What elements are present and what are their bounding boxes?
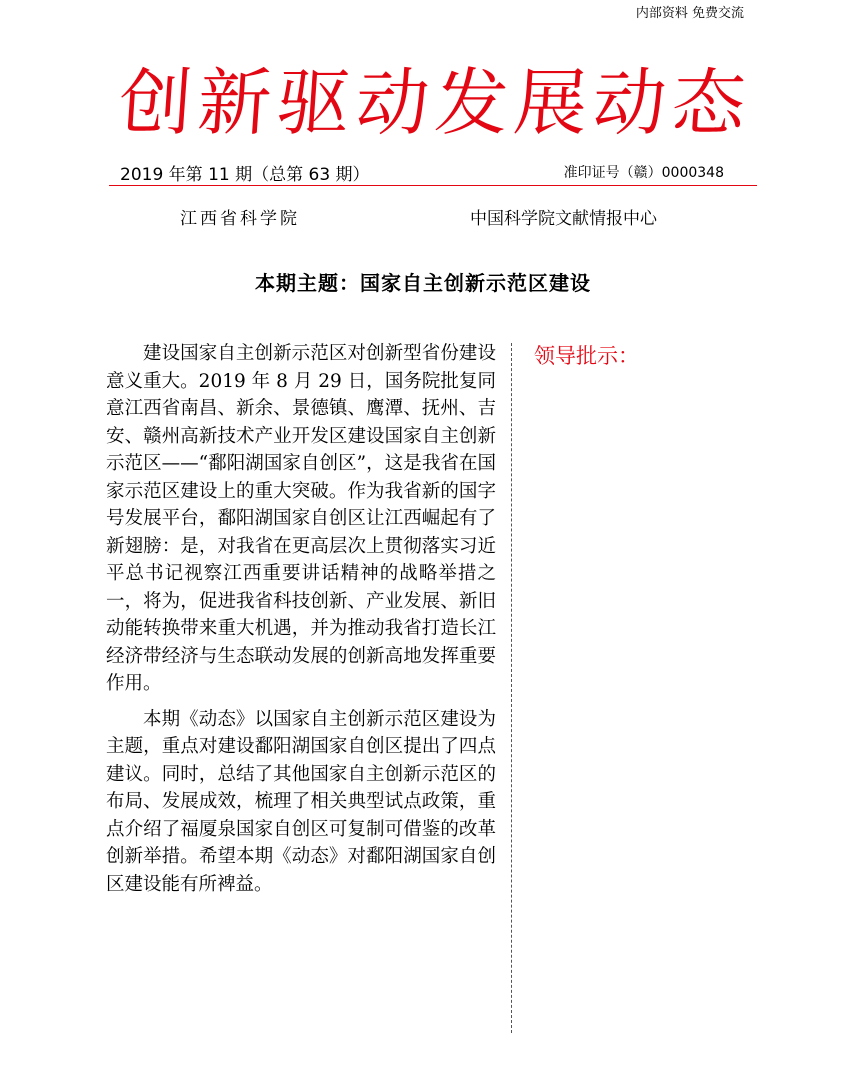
issue-number: 2019 年第 11 期（总第 63 期） [120, 165, 370, 185]
permit-number: 准印证号（赣）0000348 [563, 165, 724, 181]
paragraph: 建设国家自主创新示范区对创新型省份建设意义重大。2019 年 8 月 29 日，国务院批复同意江西省南昌、新余、景德镇、鹰潭、抚州、吉安、赣州高新技术产业开发区建设国家自主创新示范区——“鄱阳湖国家自创区”，这是我省在国家示范区建设上的重大突破。作为我省新的国字号发展平台，鄱阳湖国家自创区让江西崛起有了新翅膀：是，对我省在更高层次上贯彻落实习近平总书记视察江西重要讲话精神的战略举措之一，将为，促进我省科技创新、产业发展、新旧动能转换带来重大机遇，并为推动我省打造长江经济带经济与生态联动发展的创新高地发挥重要作用。 [106, 343, 496, 694]
publisher-right: 中国科学院文献情报中心 [470, 209, 657, 229]
leader-instructions-label: 领导批示： [534, 344, 639, 368]
paragraph: 本期《动态》以国家自主创新示范区建设为主题，重点对建设鄱阳湖国家自创区提出了四点建议。同时，总结了其他国家自主创新示范区的布局、发展成效，梳理了相关典型试点政策，重点介绍了福厦泉国家自创区可复制可借鉴的改革创新举措。希望本期《动态》对鄱阳湖国家自创区建设能有所裨益。 [106, 708, 496, 895]
issue-theme: 本期主题：国家自主创新示范区建设 [255, 271, 591, 295]
body-text [106, 340, 496, 906]
masthead-title: 创新驱动发展动态 [116, 61, 755, 146]
column-divider [511, 343, 512, 1033]
issue-row [120, 160, 756, 186]
header-divider [109, 185, 757, 186]
top-note: 内部资料 免费交流 [635, 6, 744, 21]
publisher-left: 江西省科学院 [180, 209, 300, 229]
